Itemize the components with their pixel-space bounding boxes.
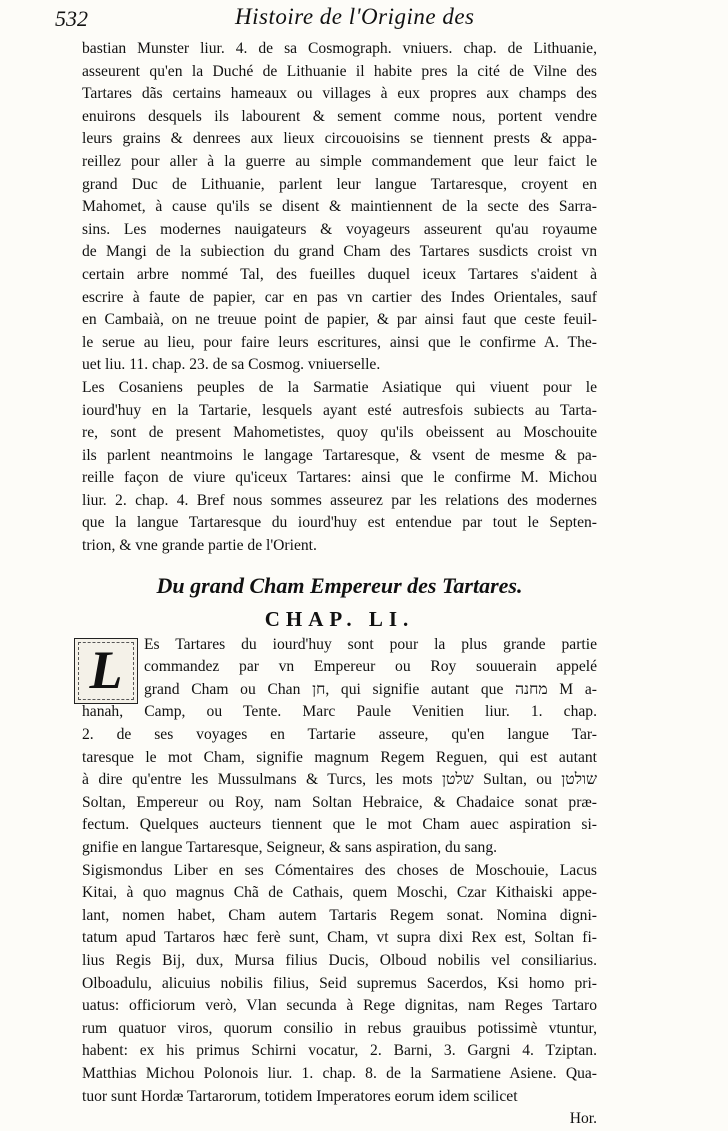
text-line: Soltan, Empereur ou Roy, nam Soltan Hebraice, & Chadaice sonat præ- [82,793,597,811]
section-title: Du grand Cham Empereur des Tartares. [156,572,523,598]
text-line: uatus: officiorum verò, Vlan secunda à Rege dignitas, nam Reges Tartaro [82,997,597,1015]
text-line: Mahomet, à cause qu'ils se disent & maintiennent de la secte des Sarra- [82,198,597,216]
page-header [55,4,615,34]
dropcap-letter: L [89,639,123,700]
text-line: sins. Les modernes nauigateurs & voyageurs asseurent qu'au royaume [82,220,597,238]
text-line: habent: ex his primus Schirni vocatur, 2. Barni, 3. Gargni 4. Tziptan. [82,1042,597,1060]
text-line: en Cambaià, on ne treuue point de papier, & par ainsi faut que ceste feuil- [82,311,597,329]
text-line: Tartares dãs certains hameaux ou villages à eux propres aux champs des [82,85,597,103]
paragraph-cosaniens [82,377,597,558]
catchword: Hor. [569,1110,597,1128]
text-line: lant, nomen habet, Cham autem Tartaris Regem sonat. Nomina digni- [82,906,597,924]
text-line: taresque le mot Cham, signifie magnum Regem Reguen, qui est autant [82,748,597,766]
text-line: commandez par vn Empereur ou Roy souuerain appelé [144,658,597,676]
text-line: fectum. Quelques aucteurs tiennent que le mot Cham auec aspiration si- [82,816,597,834]
text-line: ils parlent neantmoins le langage Tartaresque, & vsent de mesme & pa- [82,446,597,464]
text-line: Les Cosaniens peuples de la Sarmatie Asiatique qui viuent pour le [82,378,597,396]
text-line: liur. 2. chap. 4. Bref nous sommes asseurez par les relations des modernes [82,491,597,509]
paragraph-sigismondus [82,860,597,1109]
text-line: Sigismondus Liber en ses Cómentaires des choses de Moschouie, Lacus [82,861,597,879]
page-number: 532 [55,6,88,31]
text-line: uet liu. 11. chap. 23. de sa Cosmog. vniuerselle. [82,356,381,374]
paragraph-grand-cham [82,634,597,860]
text-line: que la langue Tartaresque du iourd'huy est entendue par tout le Septen- [82,514,597,532]
text-line: grand Duc de Lithuanie, parlent leur langue Tartaresque, croyent en [82,175,597,193]
paragraph-munster [82,38,597,377]
text-line: Matthias Michou Polonois liur. 1. chap. 8. de la Sarmatiene Asiene. Qua- [82,1064,597,1082]
text-line: à dire qu'entre les Mussulmans & Turcs, les mots שלטן Sultan, ou שולטן [82,771,598,789]
text-line: trion, & vne grande partie de l'Orient. [82,537,317,555]
page-body [82,38,597,1131]
text-line: hanah, Camp, ou Tente. Marc Paule Venitien liur. 1. chap. [82,703,597,721]
text-line: bastian Munster liur. 4. de sa Cosmograph. vniuers. chap. de Lithuanie, [82,40,597,57]
text-line: 2. de ses voyages en Tartarie asseure, qu'en langue Tar- [82,726,597,744]
text-line: de Mangi de la subiection du grand Cham des Tartares susdicts croist vn [82,243,597,261]
text-line: Olboadulu, alicuius nobilis filius, Seid supremus Sacerdos, Ksi homo pri- [82,974,597,992]
text-line: Kitai, à quo magnus Chã de Cathais, quem Moschi, Czar Kithaiski appe- [82,884,597,902]
text-line: grand Cham ou Chan חן, qui signifie autant que מחנה M a- [144,680,597,698]
text-line: gnifie en langue Tartaresque, Seigneur, & sans aspiration, du sang. [82,839,498,856]
text-line: Es Tartares du iourd'huy sont pour la plus grande partie [144,635,597,653]
text-line: enuirons desquels ils labourent & sement comme nous, portent vendre [82,107,597,125]
running-title: Histoire de l'Origine des [235,4,475,29]
text-line: reille façon de viure qu'iceux Tartares: ainsi que le confirme M. Michou [82,469,597,487]
text-line: leurs grains & denrees aux lieux circouoisins se tiennent prests & appa- [82,130,597,148]
text-line: reillez pour aller à la guerre au simple commandement que leur faict le [82,152,597,170]
text-line: asseurent qu'en la Duché de Lithuanie il habite pres la cité de Vilne des [82,62,597,80]
text-line: tatum apud Tartaros hæc ferè sunt, Cham, vt supra dixi Rex est, Soltan fi- [82,929,597,947]
chapter-opening [82,634,597,860]
text-line: rum quatuor viros, quorum consilio in rebus grauibus potissimè vtuntur, [82,1019,597,1037]
text-line: iourd'huy en la Tartarie, lesquels ayant esté autresfois subiects au Tarta- [82,401,597,419]
text-line: escrire à faute de papier, car en pas vn cartier des Indes Orientales, sauf [82,288,597,306]
text-line: certain arbre nommé Tal, des fueilles duquel iceux Tartares s'aident à [82,265,597,283]
text-line: tuor sunt Hordæ Tartarorum, totidem Imperatores eorum idem scilicet [82,1087,518,1105]
text-line: le serue au lieu, pour faire leurs escritures, ainsi que le confirme A. The- [82,333,597,351]
text-line: re, sont de present Mahometistes, quoy qu'ils obeissent au Moschouite [82,424,597,442]
chapter-title: CHAP. LI. [264,606,415,631]
dropcap-ornament [74,638,138,704]
text-line: lius Regis Bij, dux, Mursa filius Ducis, Olboud nobilis vel consiliarius. [82,951,597,969]
